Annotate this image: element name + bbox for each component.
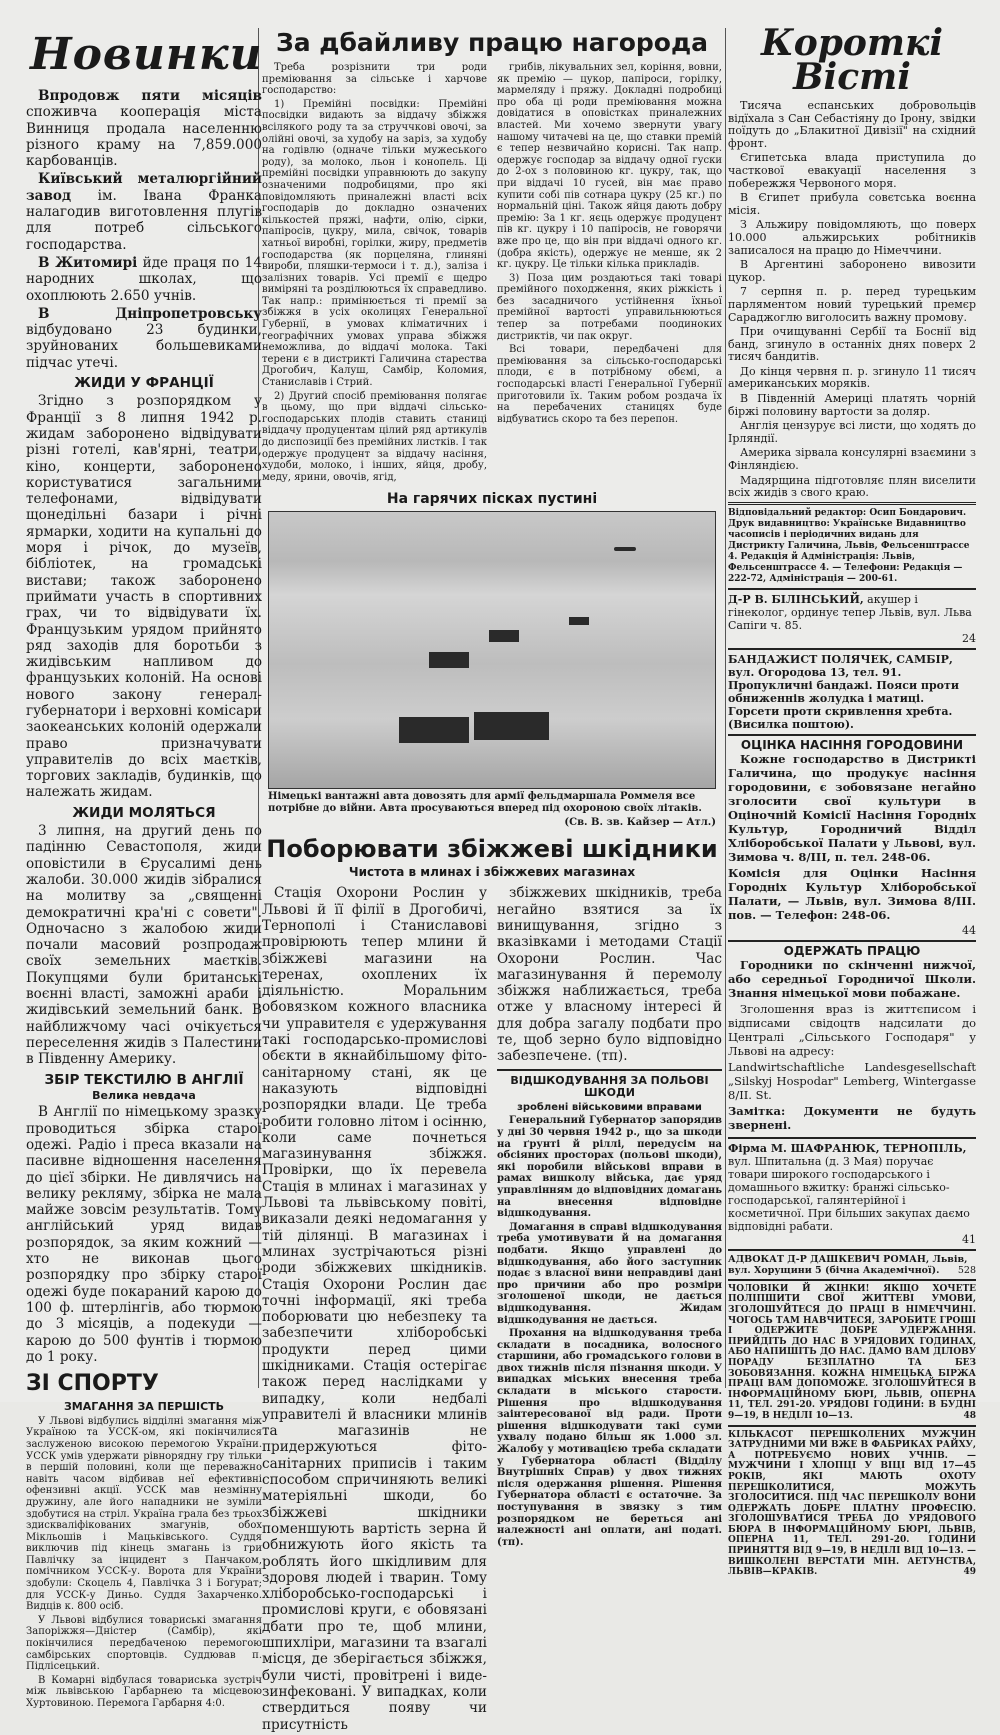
ad-number: 49 xyxy=(963,1567,976,1578)
news-lead: Впродовж пяти місяців xyxy=(38,88,262,104)
paragraph: Треба розрізнити три роди преміювання за сільське і харчове господарство: xyxy=(262,62,487,97)
section-subheading: Велика невдача xyxy=(92,1088,196,1102)
paragraph: 7 серпня п. р. перед турецьким парляментом новий турецький премєр Сараджоглю виголосить важну промову. xyxy=(728,285,976,324)
news-item xyxy=(26,171,262,252)
paragraph: Стація Охорони Рослин у Львові й її філії в Дрогобичі, Тернополі і Станиславові провірюють тепер млини й збіжжеві магазини на теренах, охоплених їх діяльністю. Моральним обовязком кожного власника чи управителя є удержування такі господарсько-промислові обєкти в якнайбільшому фіто-санітарному стані, як це наказують відповідні розпорядки влади. Це треба робити головно літом і осінню, коли саме почнеться магазинування збіжжя. Провірки, що їх перевела Стація в млинах і магазинах у Львові та львівському повіті, виказали деякі недомагання у тій ділянці. В магазинах і млинах зустрічаються різні роди збіжжевих шкідників. Стація Охорони Рослин дає точні інформації, які треба поборювати цю небезпеку та забезпечити хліборобські продукти перед цими шкідниками. Стація остерігає також перед наслідками у випадку, коли недбалі управителі й власники млинів та магазинів не придержуються фіто-санітарних приписів і таким способом спричиняють великі матеріяльні шкоди, бо збіжжеві шкідники поменшують вартість зерна й обнижують його якість та роблять його шкідливим для здоровя людей і тварин. Тому хліборобсько-господарські і промислові круги, є обовязані дбати про те, щоб млини, шпихліри, магазини та взагалі місця, де зберігається збіжжя, були чисті, провітрені і виде- зинфековані. У випадках, коли ствердиться появу чи присутність xyxy=(262,885,487,1733)
paragraph: Мадярщина підготовляє плян виселити всіх жидів з свого краю. xyxy=(728,473,976,500)
ad-name: Д-Р В. БІЛІНСЬКИЙ, xyxy=(728,592,864,606)
ad-number: 528 xyxy=(957,1264,976,1276)
paragraph: Генеральний Губернатор запорядив у дні 30 червня 1942 р., що за шкоди на ґрунті й ріллі, передусім на обсіяних просторах (польові шкоди), які поробили військові вправи в рамах вишколу війська, дає уряд управлінням до відповідних домагань на внесення відповідне відшкодування. xyxy=(497,1115,722,1220)
ad-number: 41 xyxy=(962,1232,976,1246)
ad-text: Зголошення враз із життєписом і відписами свідоцтв надсилати до Централі „Сільського Господаря" у Львові на адресу: xyxy=(728,1001,976,1058)
paragraph: 1) Премійні посвідки: Премійні посвідки видають за віддачу збіжжя всілякого роду та за струччкові овочі, за олійні овочі, за худобу на заріз, за худобу на годівлю (одначе тільки мужеського роду), за молоко, льон і конопель. Ці премійні посвідки управнюють до закупу означеними подробицями, про які повідомляють приналежні власті всіх господарів до докладно означених кількостей пряжі, нафти, олію, сірки, папіросів, цукру, мила, свічок, товарів хатньої виробні, горілки, жиру, предметів господарства (як порцеляна, глиняні вироби, пляшки-термоси і т. д.), заліза і залізних товарів. Усі премії є щедро виміряні та розділюються їх справедливо. Так напр.: примінюється ті премії за збіжжя в усіх околицях Генеральної Губернії, в умовах кліматичних і географічних умовах управа збіжжя неможлива, до віддачі молока. Такі терени є в дистрикті Галичина старества Дрогобич, Калуш, Самбір, Коломия, Станиславів і Стрий. xyxy=(262,98,487,389)
ad-text: акушер і гінеколог, ординує тепер Львів, вул. Льва Сапіги ч. 85. xyxy=(728,592,972,632)
paragraph: Згідно з розпорядком у Франції з 8 липня 1942 р. жидам заборонено відвідувати різні готелі, кав'ярні, театри, кіно, концерти, заборонено користуватися загальними телефонами, відвідувати щонедільні базари і річні ярмарки, ходити на купальні до моря і річок, до музеїв, бібліотек, на громадські вистави; також заборонено приймати участь в спортивних грах, чи то відвідувати їх. Французьким урядом прийнято ряд заходів для боротьби з жидівським напливом до французьких колоній. На основі нового закону генерал-губернатори і верховні комісари заокеанських колоній одержали право призначувати управителів до всіх маєтків, торгових закладів, будинків, що належать жидам. xyxy=(26,393,262,801)
news-lead: В Дніпропетровську xyxy=(38,305,262,322)
headline: За дбайливу працю нагорода xyxy=(275,28,709,57)
ad-text: Комісія для Оцінки Насіння Городніх Культур Хліборобської Палати, — Львів, вул. Зимова 8/ІІІ. пов. — Телефон: 248-06. xyxy=(728,865,976,922)
ad-text: Кожне господарство в Дистрикті Галичина, що продукує насіння городовини, є зобовязане негайно зголосити свої культури в Оціночній Комісії Насіння Городніх Культур, Городничий Відділ Хліборобської Палати у Львові, вул. Зимова ч. 8/ІІІ, п. тел. 248-06. xyxy=(728,751,976,864)
ad-text: Городники по скінченні нижчої, або середньої Городничої Школи. Знання німецької мови побажане. xyxy=(728,957,976,1000)
article-columns xyxy=(262,62,722,485)
ad-number: 44 xyxy=(962,923,976,937)
paragraph: Єгипетська влада приступила до часткової евакуації населення з побережжя Червоного моря. xyxy=(728,151,976,190)
paragraph: До кінця червня п. р. згинуло 11 тисяч американських моряків. xyxy=(728,364,976,391)
photo-caption: Німецькі вантажні авта довозять для армії фельдмаршала Роммеля все потрібне до війни. Авта просуваються вперед під охороною своїх літаків. xyxy=(268,791,702,815)
center-column xyxy=(262,22,722,1733)
section-subheading: зроблені військовими вправами xyxy=(517,1101,702,1113)
paragraph: З Альжиру повідомляють, що поверх 10.000 альжирських робітників записалося на працю до Німеччини. xyxy=(728,218,976,257)
desert-trucks-photo xyxy=(268,511,716,789)
advertisement xyxy=(728,734,976,940)
section-heading: ЗМАГАННЯ ЗА ПЕРШІСТЬ xyxy=(63,1400,225,1414)
paragraph: Прохання на відшкодування треба складати в посадника, волосного старшини, або громадського голови в двох тижнів після пізнання шкоди. У випадках міських внесення треба складати в міського старости. Рішення про відшкодування заінтересованої від ради. Проти рішення відшкодувати такі суми ухвалу подано більш як 1.000 зл. Жалобу у мотивацією треба складати у Губернатора області (Відділу Внутрішніх Справ) у двох тижнях після одержання рішення. Рішення Губернатора області є остаточне. За поступування в звязку з тим розпорядком не береться ані належності ані оплати, ані податі. (тп). xyxy=(497,1328,722,1548)
advertisement xyxy=(728,588,976,648)
paragraph: 3 липня, на другий день по падінню Севастополя, жиди оповістили в Єрусалимі день жалоби. 30.000 жидів зібралися на молитву за „священні демократичні кра'ні с совети". Одночасно з жалобою жиди почали масовий розпродаж своїх земельних маєтків. Покупцями були британські воєнні власті, заможні араби і жидівський земельний банк. В найближчому часі очікується переселення жидів з Палестини в Південну Америку. xyxy=(26,823,262,1068)
photo-credit: (Св. В. зв. Кайзер — Атл.) xyxy=(564,817,716,829)
sport-title: ЗІ СПОРТУ xyxy=(26,1371,159,1397)
news-text: споживча кооперація міста Винниця продала населенню різного краму на 7,859.000 карбованців. xyxy=(26,104,262,170)
article-body xyxy=(26,1104,262,1365)
subheadline: Чистота в млинах і збіжжевих магазинах xyxy=(348,865,636,880)
ad-title: ОЦІНКА НАСІННЯ ГОРОДОВИНИ xyxy=(740,737,964,752)
paragraph: При очищуванні Сербії та Боснії від банд, згинуло в останніх днях поверх 2 тисяч бандитів. xyxy=(728,325,976,364)
logo-word: Вісті xyxy=(793,56,911,98)
news-item xyxy=(26,306,262,371)
logo-word: Короткі xyxy=(760,22,944,64)
truck-shape xyxy=(569,617,589,625)
article-body xyxy=(26,823,262,1067)
ad-note: Замітка: Документи не будуть звернені. xyxy=(728,1103,976,1132)
paragraph: В Єгипет прибула совєтська воєнна місія. xyxy=(728,191,976,217)
article-right-column xyxy=(497,885,722,1734)
paragraph: Америка зірвала консулярні взаємини з Фінляндією. xyxy=(728,446,976,473)
ad-text: САМБІР, вул. Огородова 13, тел. 91. Пропукличні бандажі. Пояси проти обниженнів жолудка і матиці. Горсети проти скривлення хребта. (Висилка поштою). xyxy=(728,652,959,731)
ad-address: Landwirtschaftliche Landesgesellschaft „Silskyj Hospodar" Lemberg, Wintergasse 8/II. St. xyxy=(728,1059,976,1102)
article-body xyxy=(497,1115,722,1548)
advertisement xyxy=(728,648,976,734)
article-body xyxy=(26,393,262,800)
section-heading: ЗБІР ТЕКСТИЛЮ В АНГЛІЇ xyxy=(44,1071,244,1088)
paragraph: Англія цензурує всі листи, що ходять до Ірляндії. xyxy=(728,419,976,445)
news-lead: В Житомирі xyxy=(38,254,138,271)
right-column xyxy=(728,22,976,1578)
news-item xyxy=(26,88,262,169)
left-column xyxy=(26,22,263,1709)
advertisement xyxy=(728,1137,976,1249)
column-rule xyxy=(725,28,726,1388)
article-columns xyxy=(262,885,722,1734)
paragraph: Тисяча еспанських добровольців відїхала з Сан Себастіяну до Ірону, звідки поїдуть до „Блакитної Дивізії" на східний фронт. xyxy=(728,99,976,150)
advertisement xyxy=(728,1279,976,1425)
news-lead: Київський металюргійний завод xyxy=(26,171,262,204)
news-text: ім. Івана Франка налагодив виготовлення плугів для потреб сільського господарства. xyxy=(26,187,262,253)
ad-name: БАНДАЖИСТ ПОЛЯЧЕК, xyxy=(728,652,893,666)
paragraph: 2) Другий спосіб преміювання полягає в цьому, що при віддачі сільсько-господарських плодів ставить станиці віддачу продуцентам цілий ряд артикулів до диспозиції без премійних листків. І так одержує продуцент за віддачу насіння, худоби, молоко, і інших, яйця, дробу, меду, ярини, овочів, ягід, xyxy=(262,390,487,483)
article-body xyxy=(262,885,487,1734)
paragraph: У Львові відбулись відділні змагання між Україною та УССК-ом, які покінчилися заслуженою високою перемогою України. УССК умів удержати рівнорядну гру тільки в першій половині, коли ще переважно навіть часом відбивав неї ефективні офензивні акції. УССК мав незмінну дружину, але його нападники не зуміли здобутися на стріл. Україна грала без трьох здискваліфікованих змагунів, обох Мікльошів і Мацьківського. Суддя виключив під кінець змагань із гри Павлічку за інцидент з Панчаком, помічником УССК-у. Ворота для України здобули: Скоцель 4, Павлічка 3 і Богурат; для УССК-у Диньо. Суддя Захарченко. Видців к. 800 осіб. xyxy=(26,1415,262,1613)
paragraph: збіжжевих шкідників, треба негайно взятися за їх винищування, згідно з вказівками і методами Стації Охорони Рослин. Час магазинування й перемолу збіжжя наближається, треба отже у власному інтересі й для добра загалу подбати про те, щоб зерно було відповідно забезпечене. (тп). xyxy=(497,885,722,1065)
section-heading: ЖИДИ У ФРАНЦІЇ xyxy=(74,375,214,392)
article-body xyxy=(497,62,722,485)
paragraph: 3) Поза цим роздаються такі товарі премійного походження, яких ріжкість і без засадничого устійнення їхньої премійної вартості управильнюються тепер за потребами поодиноких дистриктів, чи пак округ. xyxy=(497,272,722,342)
truck-shape xyxy=(399,717,469,743)
ad-name: Фірма М. ШАФРАНЮК, ТЕРНОПІЛЬ, xyxy=(728,1141,967,1155)
section-heading: ВІДШКОДУВАННЯ ЗА ПОЛЬОВІ ШКОДИ xyxy=(510,1073,709,1100)
photo-title: На гарячих пісках пустині xyxy=(386,491,598,508)
truck-shape xyxy=(474,712,549,740)
paragraph: В Комарні відбулася товариська зустріч між львівською Гарбарнею та місцевою Хуртовиною. Перемога Гарбарня 4:0. xyxy=(26,1674,262,1709)
paragraph: грибів, лікувальних зел, коріння, вовни, як премію — цукор, папіроси, горілку, мармеляду і пряжу. Докладні подробиці про оба ці роди преміювання можна довідатися в оповістках приналежних властей. Ми хочемо звернути увагу нашому читачеві на це, що ставки премій є тепер незвичайно корисні. Так напр. одержує господар за віддачу одної гуски до 2-ох з половиною кг. цукру, так, що при віддачі 10 гусей, він має право купити собі пів сотнара цукру (25 кг.) по нормальній ціні. Також яйця дають добру премію: За 1 кг. яєць одержує продуцент пів кг. цукру і 10 папіросів, не говорячи вже про це, що він при віддачі одного кг. (добра якість), одержує не менше, як 2 кг. цукру. Це тільки кілька прикладів. xyxy=(497,62,722,271)
paragraph: У Львові відбулися товариські змагання Запоріжжя—Дністер (Самбір), які покінчилися передбаченою перемогою самбірських спортовців. Суддював п. Підлісецький. xyxy=(26,1614,262,1673)
novynky-logo: Новинки xyxy=(30,29,263,80)
ad-text: КІЛЬКАСОТ ПЕРЕШКОЛЕНИХ МУЖЧИН ЗАТРУДНИМИ МИ ВЖЕ В ФАБРИКАХ РАЙХУ, А ПОТРЕБУЄМО НОВИХ УЧНІВ. — МУЖЧИНИ І ХЛОПЦІ У ВІЦІ ВІД 17—45 РОКІВ, ЯКІ МАЮТЬ ОХОТУ ПЕРЕШКОЛИТИСЯ, МОЖУТЬ ЗГОЛОСИТИСЯ. ПІД ЧАС ПЕРЕШКОЛУ ВОНИ ОДЕРЖАТЬ ДОБРЕ ПЛАТНУ ПРОФЕСІЮ. ЗГОЛОШУВАТИСЯ ТРЕБА ДО УРЯДОВОГО БЮРА В ІНФОРМАЦІЙНОМУ БЮРІ, ЛЬВІВ, ОПЕРНА 11, ТЕЛ. 291-20. ГОДИНИ ПРИНЯТТЯ ВІД 9—19, В НЕДІЛІ ВІД 10—13. — ВИШКОЛЕНІ ВЕРСТАТИ МІН. АЕТУНСТВА, ЛЬВІВ—КРАКІВ. xyxy=(728,1429,976,1578)
ad-number: 24 xyxy=(962,631,976,645)
korotki-visti-logo xyxy=(728,22,976,98)
article-body xyxy=(497,885,722,1064)
ad-text: ЧОЛОВІКИ Й ЖІНКИ! ЯКЩО ХОЧЕТЕ ПОЛІПШИТИ СВОЇ ЖИТТЕВІ УМОВИ, ЗГОЛОШУЙТЕСЯ ДО ПРАЦІ В НІМЕЧЧИНІ. ЧОГОСЬ ТАМ НАВЧИТЕСЯ, ЗАРОБИТЕ ГРОШІ І ОДЕРЖИТЕ ДОБРЕ УДЕРЖАННЯ. ПРИЙДІТЬ ДО НАС В УРЯДОВИХ ГОДИНАХ, АБО НАПИШІТЬ ДО НАС. ДАМО ВАМ ДІЛОВУ ПОРАДУ БЕЗПЛАТНО ТА БЕЗ ЗОБОВЯЗАННЯ. КОЖНА НІМЕЦЬКА БІРЖА ПРАЦІ ВАМ ДОПОМОЖЕ. ЗГОЛОШУЙТЕСЯ В ІНФОРМАЦІЙНОМУ БЮРІ, ЛЬВІВ, ОПЕРНА 11, ТЕЛ. 291-20. УРЯДОВІ ГОДИНИ: В БУДНІ 9—19, В НЕДІЛІ 10—13. xyxy=(728,1283,976,1421)
paragraph: В Південній Америці платять чорній біржі половину вартости за доляр. xyxy=(728,392,976,418)
paragraph: Домагання в справі відшкодування треба умотивувати й на домагання подбати. Якщо управлені до відшкодування, або його заступник подає з власної вини неправдиві дані про причини або про розміри зголошеної шкоди, не дається відшкодування. Жидам відшкодування не дається. xyxy=(497,1221,722,1326)
short-news-list xyxy=(728,100,976,500)
rule xyxy=(497,1069,722,1071)
ad-title: ОДЕРЖАТЬ ПРАЦЮ xyxy=(783,943,921,958)
advertisement xyxy=(728,940,976,1137)
article-body xyxy=(262,62,487,485)
paragraph: В Аргентині заборонено вивозити цукор. xyxy=(728,258,976,284)
article-body xyxy=(26,1416,262,1710)
imprint: Відповідальний редактор: Осип Бондарович. Друк видавництво: Українське Видавництво часописів і періодичних видань для Дистрикту Галичина, Львів, Фельсенштрассе 4. Редакція й Адміністрація: Львів, Фельсенштрассе 4. — Телефони: Редакція — 222-72, Адміністрація — 200-61. xyxy=(728,502,976,588)
news-text: відбудовано 23 будинки, зруйнованих большевиками підчас утечі. xyxy=(26,322,262,371)
advertisement xyxy=(728,1249,976,1279)
paragraph: Всі товари, передбачені для преміювання за сільсько-господарські плоди, є в потрібному обємі, а господарські власті Генеральної Губернії приготовили їх. Таким робом роздача їх на перебачених станицях буде відбуватись скоро та без перепон. xyxy=(497,344,722,425)
news-text: йде праця по 14 народних школах, що охоплюють 2.650 учнів. xyxy=(26,254,262,304)
paragraph: В Англії по німецькому зразку проводиться збірка старої одежі. Радіо і преса вказали на пасивне відношення населення до цієї збірки. Не дивлячись на велику рекляму, збірка не мала майже зовсім результатів. Тому англійський уряд видав розпорядок, за яким кожний — хто не виконав цього розпорядку про збірку старої одежі буде покараний карою до 100 ф. штерлінгів, або тюрмою до 3 місяців, а подекуди — карою до 500 фунтів і тюрмою до 1 року. xyxy=(26,1104,262,1365)
news-item xyxy=(26,255,262,304)
ad-number: 48 xyxy=(963,1410,976,1421)
plane-shape xyxy=(614,547,636,551)
advertisement xyxy=(728,1425,976,1581)
truck-shape xyxy=(429,652,469,668)
ad-text: вул. Шпитальна (д. 3 Мая) поручає товари широкого господарського і домашнього вжитку: бранжі сільсько-господарської, галянтерійної і косметичної. При більших закупах даємо відповідні рабати. xyxy=(728,1154,970,1233)
truck-shape xyxy=(489,630,519,642)
short-news-list xyxy=(26,88,262,371)
ad-text: АДВОКАТ Д-Р ДАШКЕВИЧ РОМАН, Львів, вул. Хорущини 5 (бічна Академічної). xyxy=(728,1253,968,1276)
headline: Поборювати збіжжеві шкідники xyxy=(266,835,718,864)
section-heading: ЖИДИ МОЛЯТЬСЯ xyxy=(72,804,216,821)
